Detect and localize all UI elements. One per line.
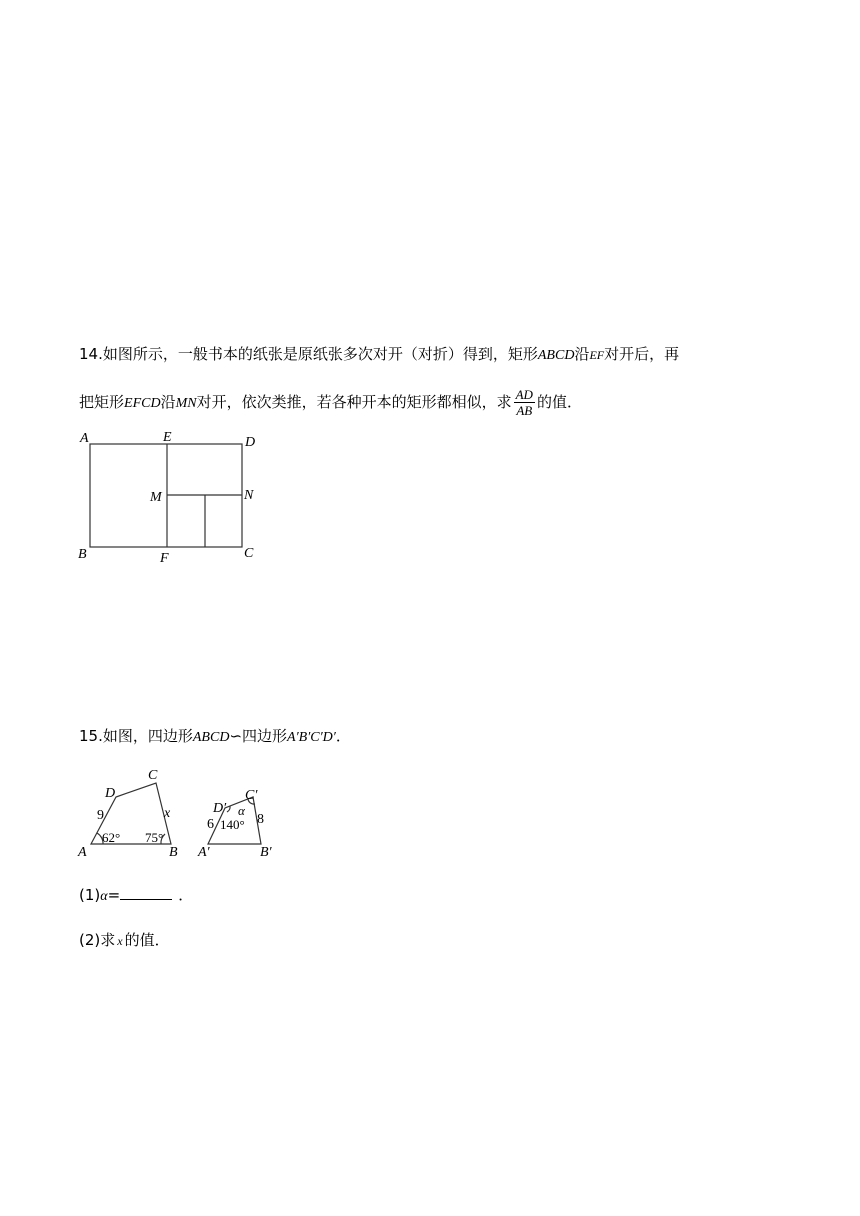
q14-fraction [514, 387, 535, 418]
q15-figure [70, 762, 290, 862]
q15-number: 15. [79, 727, 103, 745]
sub1-end: ． [178, 886, 194, 904]
fraction-denominator: AB [516, 403, 533, 418]
label-m: M [150, 490, 162, 505]
sub2-text: 求 [100, 931, 116, 949]
label-a: A [80, 431, 89, 446]
equals-sign: = [107, 886, 121, 904]
similar-symbol: ∽ [229, 727, 243, 745]
angle-a-value: 62° [102, 830, 121, 845]
q14-text: 如图所示，一般书本的纸张是原纸张多次对开（对折）得到，矩形 [102, 345, 538, 363]
fraction-numerator: AD [515, 387, 533, 402]
label-c-prime: C′ [245, 788, 258, 803]
q14-rect-abcd: ABCD [537, 348, 575, 363]
q14-text: 对开后，再 [604, 345, 680, 363]
q14-seg-mn: MN [175, 396, 197, 411]
label-c: C [148, 768, 158, 783]
q15-sub2 [79, 930, 170, 951]
q15-sub1 [79, 885, 193, 907]
label-n: N [244, 488, 254, 503]
label-e: E [163, 430, 172, 445]
q14-text: 的值． [536, 393, 582, 411]
side-ad-prime-length: 6 [207, 817, 214, 832]
q15-text: ． [335, 727, 351, 745]
q14-text: 把矩形 [79, 393, 125, 411]
label-b: B [169, 845, 178, 860]
q14-line-1 [79, 344, 679, 366]
side-bc-length: x [164, 806, 171, 821]
q15-text: 四边形 [242, 727, 288, 745]
side-bc-prime-length: 8 [257, 812, 264, 827]
q14-seg-ef: EF [589, 348, 605, 362]
sub2-label: (2) [79, 931, 101, 949]
q14-text: 沿 [574, 345, 590, 363]
side-ad-length: 9 [97, 808, 104, 823]
label-b: B [78, 547, 87, 562]
q15-text: 如图，四边形 [102, 727, 193, 745]
q14-line-2 [79, 387, 582, 418]
angle-d-prime-value: 140° [220, 817, 245, 832]
q14-figure [70, 425, 280, 570]
q14-rect-efcd: EFCD [124, 396, 161, 411]
label-d: D [105, 786, 116, 801]
q14-text: 对开，依次类推，若各种开本的矩形都相似，求 [196, 393, 512, 411]
q14-number: 14. [79, 345, 103, 363]
answer-blank[interactable] [120, 885, 172, 900]
label-b-prime: B′ [260, 845, 272, 860]
label-a-prime: A′ [198, 845, 210, 860]
sub2-text: 的值． [124, 931, 170, 949]
label-c: C [244, 546, 254, 561]
label-d: D [245, 435, 256, 450]
q15-quad-prime: A′B′C′D′ [287, 730, 336, 745]
alpha-label: α [238, 803, 245, 818]
q15-quad-abcd: ABCD [192, 730, 230, 745]
label-f: F [160, 551, 169, 566]
sub1-label: (1) [79, 886, 101, 904]
label-d-prime: D′ [213, 801, 227, 816]
q14-text: 沿 [160, 393, 176, 411]
x-variable: x [117, 934, 123, 948]
alpha-variable: α [100, 889, 108, 904]
angle-b-value: 75° [145, 830, 164, 845]
q15-line [79, 726, 351, 748]
label-a: A [78, 845, 87, 860]
